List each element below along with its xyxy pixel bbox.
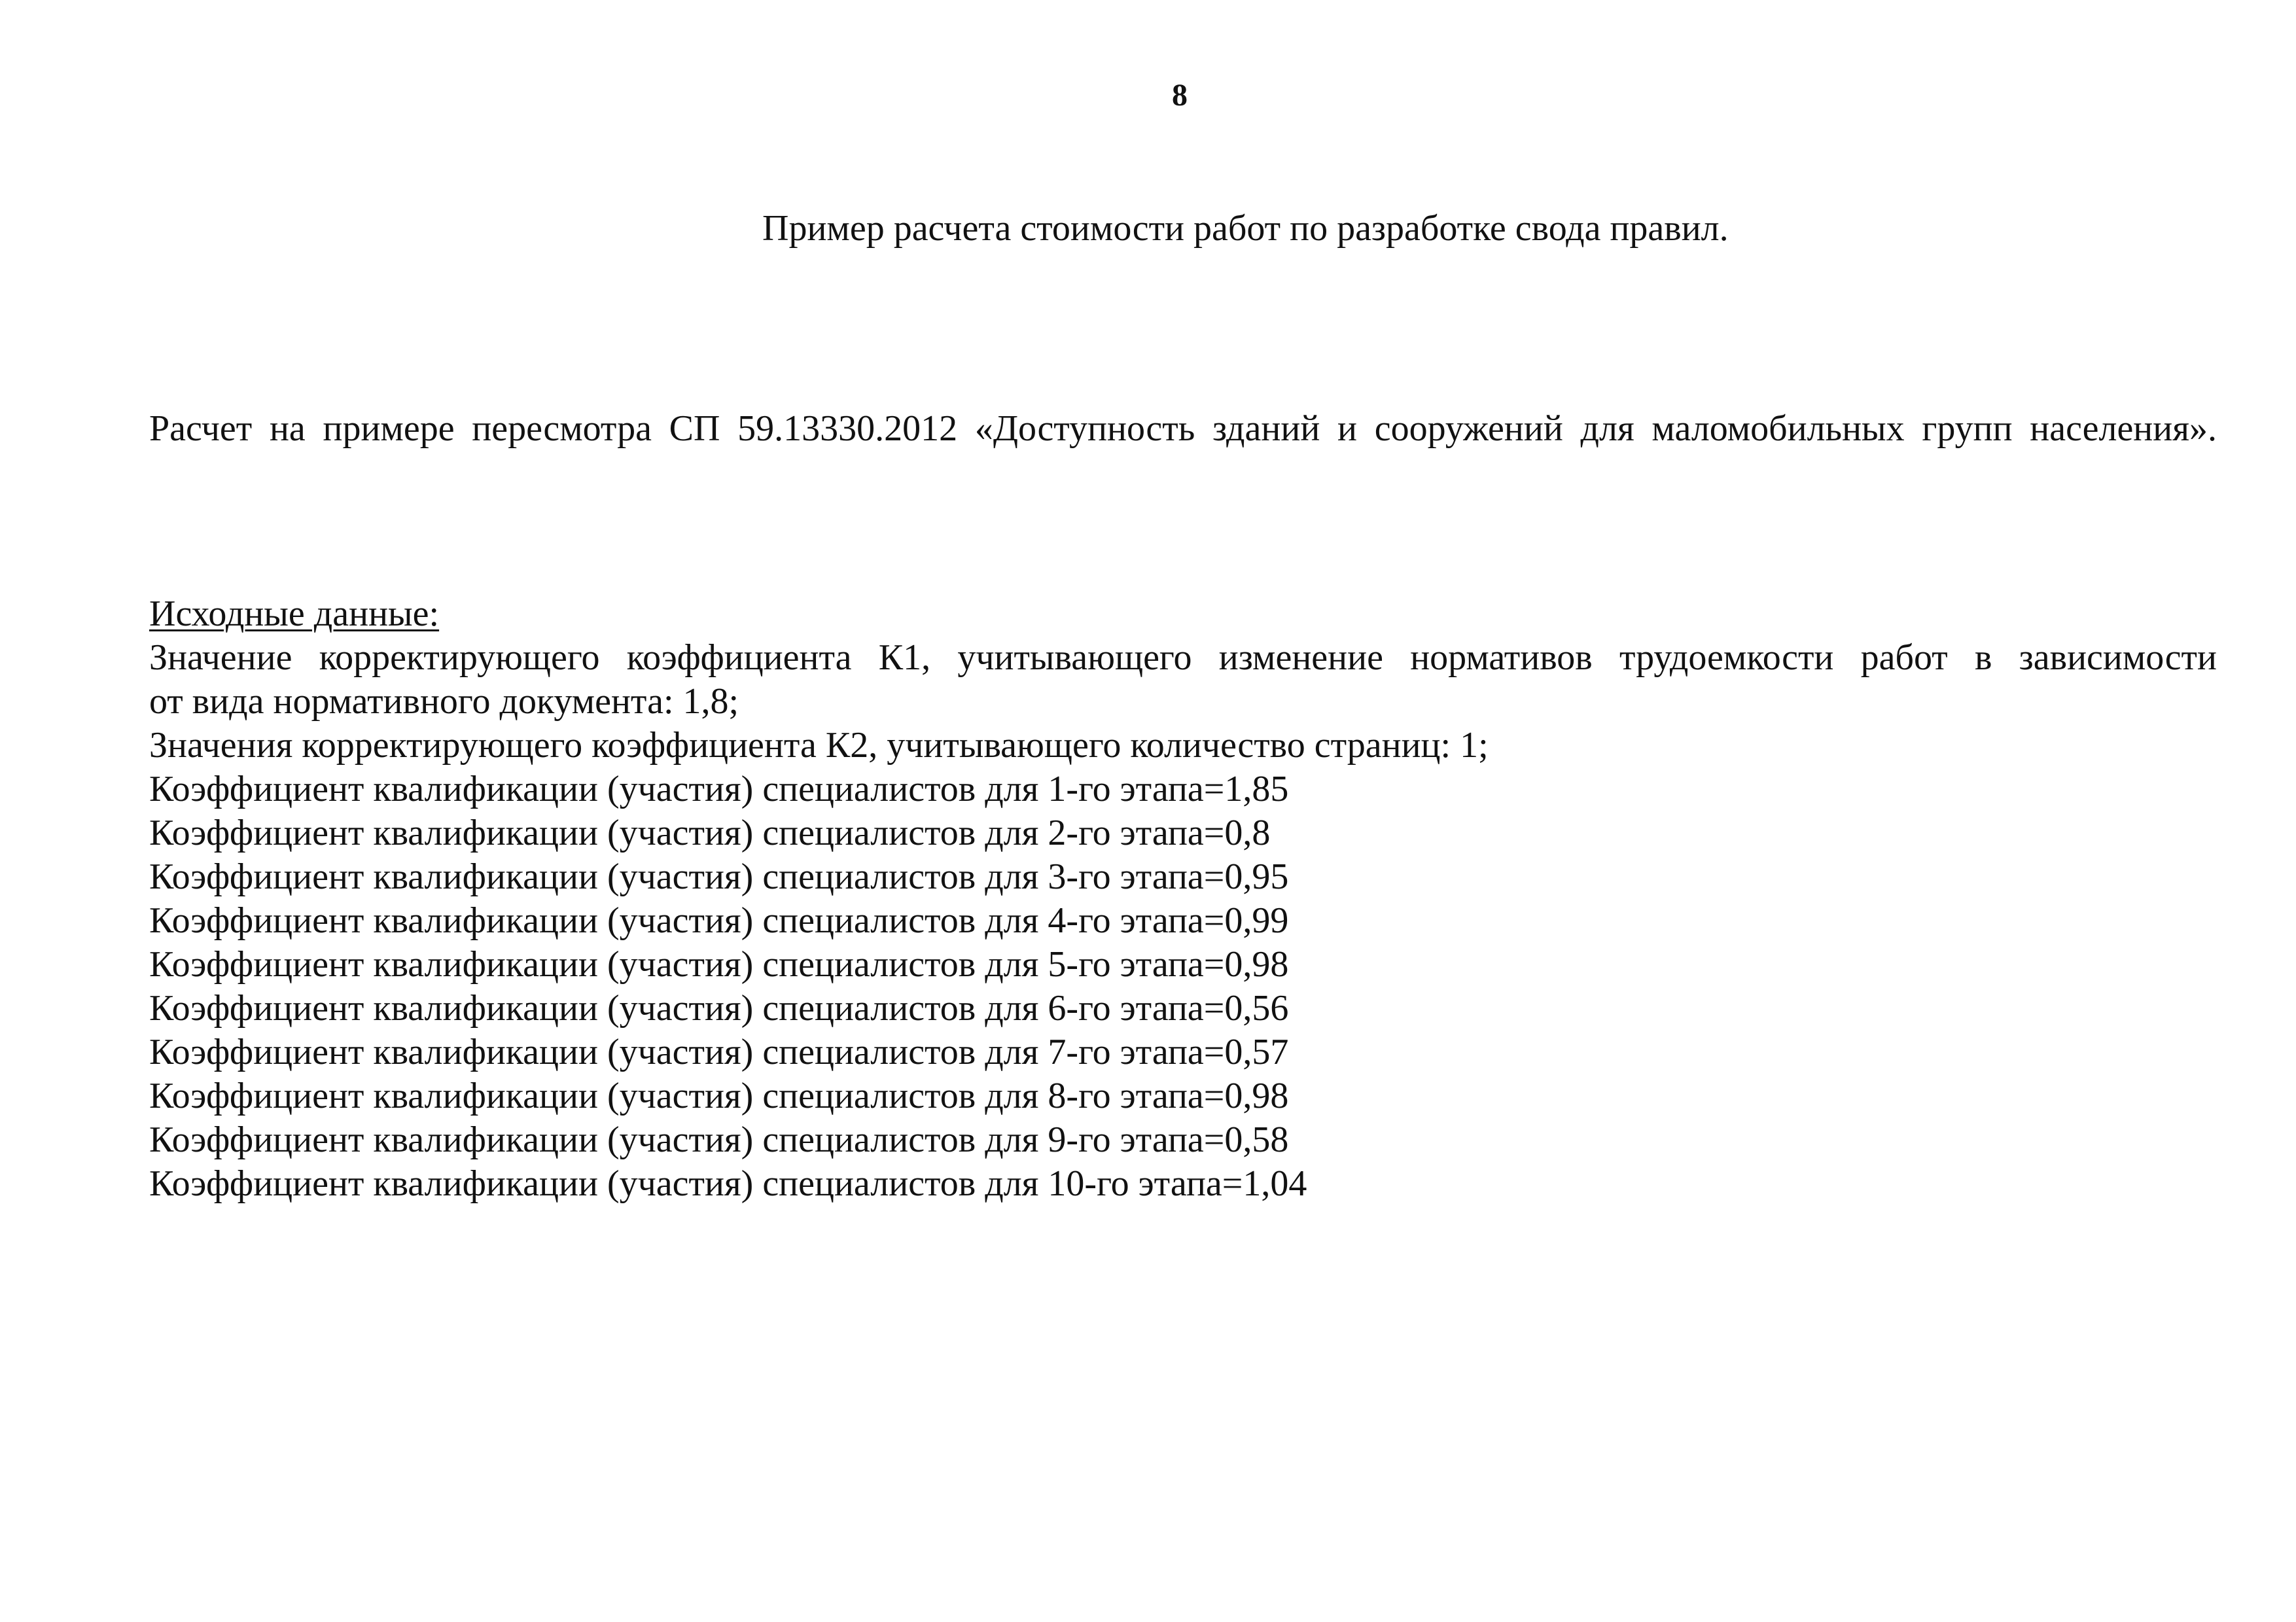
qualification-coefficient-stage-9: Коэффициент квалификации (участия) специалистов для 9-го этапа=0,58 xyxy=(149,1120,1289,1160)
document-subtitle: Расчет на примере пересмотра СП 59.13330.2012 «Доступность зданий и сооружений для маломобильных групп населения». xyxy=(149,408,2217,449)
qualification-coefficient-stage-10: Коэффициент квалификации (участия) специалистов для 10-го этапа=1,04 xyxy=(149,1163,1307,1204)
page-number: 8 xyxy=(1172,78,1188,113)
source-data-section xyxy=(149,592,2217,1206)
document-title: Пример расчета стоимости работ по разработке свода правил. xyxy=(762,208,1729,249)
qualification-coefficient-stage-1: Коэффициент квалификации (участия) специалистов для 1-го этапа=1,85 xyxy=(149,769,1289,809)
qualification-coefficient-stage-6: Коэффициент квалификации (участия) специалистов для 6-го этапа=0,56 xyxy=(149,988,1289,1029)
qualification-coefficient-stage-8: Коэффициент квалификации (участия) специалистов для 8-го этапа=0,98 xyxy=(149,1076,1289,1116)
k1-coefficient-line-1: Значение корректирующего коэффициента К1, учитывающего изменение нормативов трудоемкости работ в зависимости xyxy=(149,637,2217,678)
qualification-coefficient-stage-7: Коэффициент квалификации (участия) специалистов для 7-го этапа=0,57 xyxy=(149,1032,1289,1072)
k1-coefficient-line-2: от вида нормативного документа: 1,8; xyxy=(149,681,739,722)
qualification-coefficient-stage-3: Коэффициент квалификации (участия) специалистов для 3-го этапа=0,95 xyxy=(149,856,1289,897)
qualification-coefficient-stage-4: Коэффициент квалификации (участия) специалистов для 4-го этапа=0,99 xyxy=(149,900,1289,941)
qualification-coefficient-stage-5: Коэффициент квалификации (участия) специалистов для 5-го этапа=0,98 xyxy=(149,944,1289,985)
source-data-heading: Исходные данные: xyxy=(149,593,440,634)
qualification-coefficient-stage-2: Коэффициент квалификации (участия) специалистов для 2-го этапа=0,8 xyxy=(149,813,1271,853)
k2-coefficient-line: Значения корректирующего коэффициента К2, учитывающего количество страниц: 1; xyxy=(149,725,1489,766)
